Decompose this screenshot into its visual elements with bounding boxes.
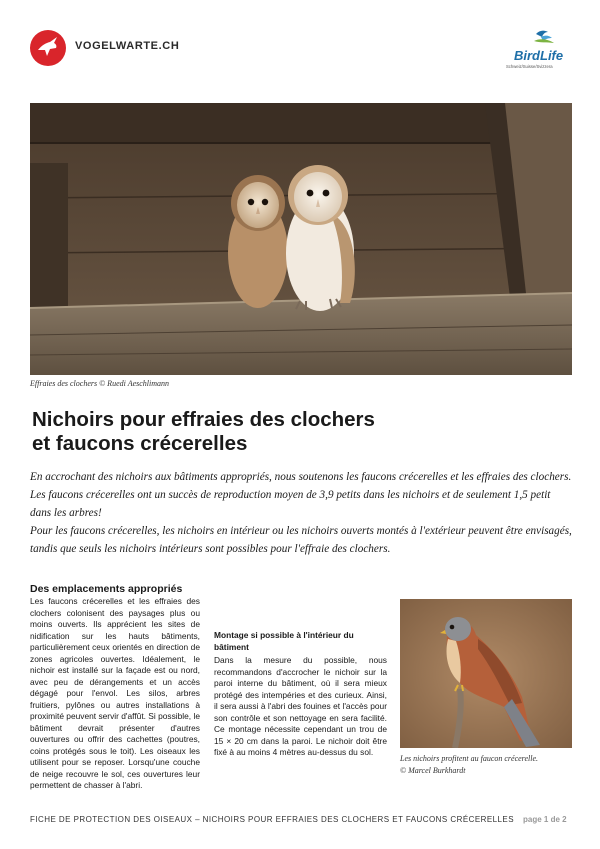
birdlife-wordmark: BirdLife [514, 48, 564, 63]
barn-owls-photo [30, 103, 572, 375]
kestrel-photo [400, 599, 572, 748]
title-line-2: et faucons crécerelles [32, 432, 248, 455]
kestrel-caption-line-1: Les nichoirs profitent au faucon crécerelle. [400, 754, 539, 763]
intro-paragraph-2: Pour les faucons crécerelles, les nichoirs en intérieur ou les nichoirs ouverts montés à l'extérieur peuvent être envisagés, tandis que seuls les nichoirs intérieurs sont possibles pour l'effraie des clochers. [30, 525, 572, 555]
title-line-1: Nichoirs pour effraies des clochers [32, 408, 375, 431]
section-heading-locations: Des emplacements appropriés [30, 583, 183, 595]
vogelwarte-logo [30, 30, 66, 66]
page-number: page 1 de 2 [523, 815, 567, 824]
birdlife-subtext: Schweiz/Suisse/Svizzera [506, 64, 553, 69]
column-middle [214, 630, 387, 759]
section-heading-mounting: Montage si possible à l'intérieur du bâtiment [214, 630, 354, 652]
brand-name: VOGELWARTE.CH [75, 40, 180, 52]
footer-title: FICHE DE PROTECTION DES OISEAUX – NICHOIRS POUR EFFRAIES DES CLOCHERS ET FAUCONS CRÉCERELLES [30, 815, 515, 824]
intro-text [30, 468, 572, 558]
section-body-mounting: Dans la mesure du possible, nous recommandons d'accrocher le nichoir sur la paroi interne du bâtiment, où il sera mieux protégé des intempéries et des curieux. Ainsi, il sera aussi à l'abri des fouines et l'accès pour son contrôle et son nettoyage en sera facilité. Ce montage nécessite cependant un trou de 15 × 20 cm dans la paroi. Le nichoir doit être fixé à au moins 4 mètres au-dessus du sol. [214, 655, 387, 757]
intro-paragraph-1: En accrochant des nichoirs aux bâtiments appropriés, nous soutenons les faucons crécerelles et les effraies des clochers. Les faucons crécerelles ont un succès de reproduction moyen de 3,9 petits dans les nichoirs et de seulement 1,5 petit dans les arbres! [30, 471, 572, 519]
column-left [30, 583, 200, 794]
section-body-locations: Les faucons crécerelles et les effraies des clochers colonisent des paysages plus ou moins ouverts. Ils apprécient les sites de nidification sur les hauts bâtiments, particulièrement ceux orientés en direction de zones agricoles ouvertes. Idéalement, le nichoir est installé sur la façade est ou nord, avec peu de dérangements et un accès dégagé pour l'envol. Les silos, arbres fruitiers, pylônes ou autres installations à proximité peuvent servir d'affût. Si possible, le bâtiment devrait présenter d'autres ouvertures ou offrir des cachettes (poutres, coins protégés sous le toit). Les oiseaux les utilisent pour se reposer. Lorsqu'une couche de neige recouvre le sol, ces ouvertures leur permettent de chasser à l'abri. [30, 596, 200, 790]
page-title [32, 408, 552, 456]
hero-photo-caption: Effraies des clochers © Ruedi Aeschlimann [30, 379, 170, 388]
kestrel-caption-line-2: © Marcel Burkhardt [400, 766, 466, 775]
kestrel-photo-caption [400, 753, 572, 777]
